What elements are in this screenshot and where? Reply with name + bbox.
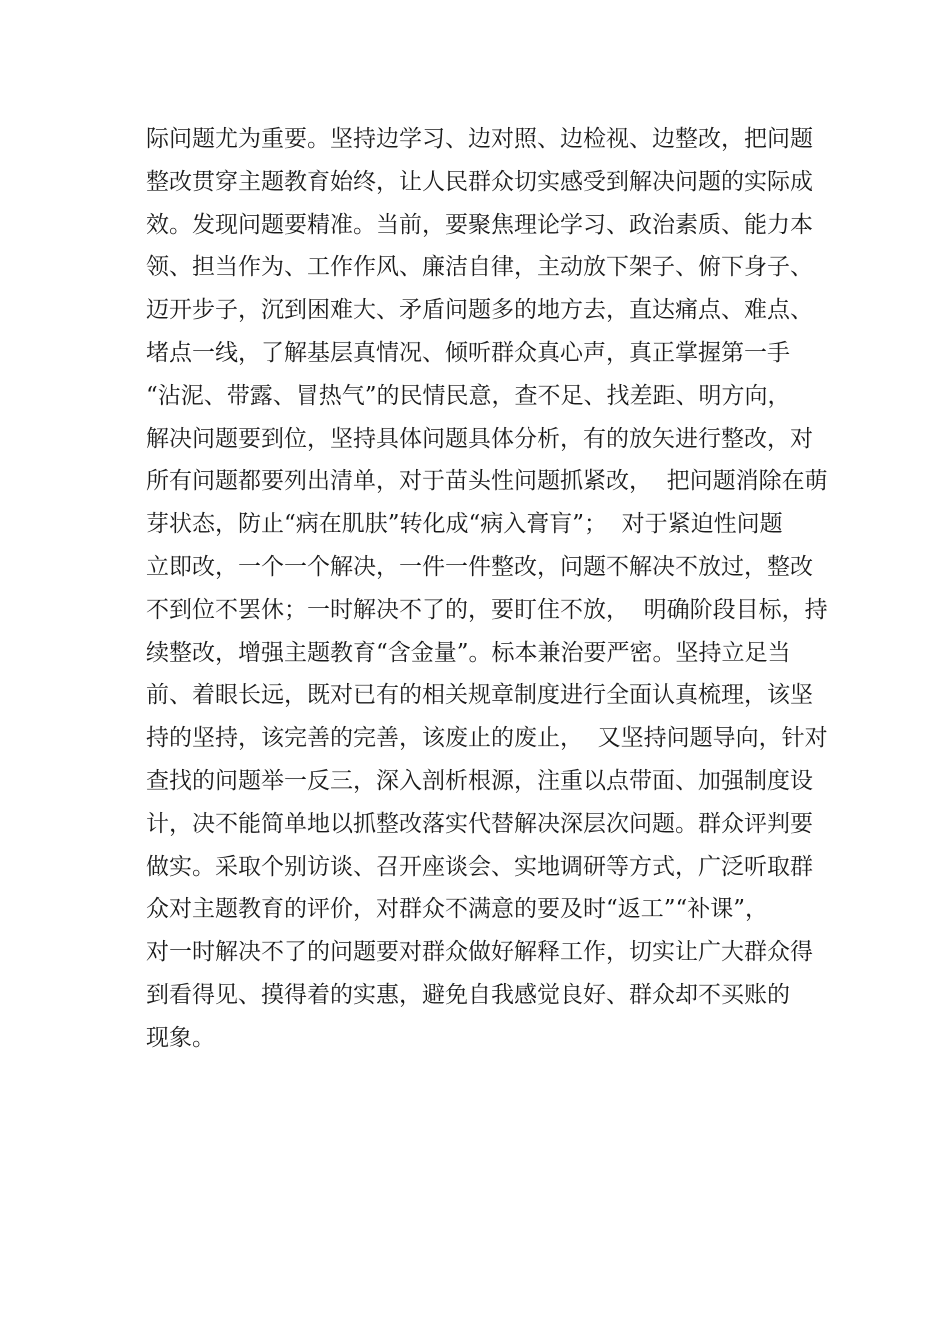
text-line: 整改贯穿主题教育始终，让人民群众切实感受到解决问题的实际成: [146, 168, 813, 195]
text-line: 堵点一线，了解基层真情况、倾听群众真心声，真正掌握第一手: [146, 339, 790, 366]
text-line: 对一时解决不了的问题要对群众做好解释工作，切实让广大群众得: [146, 939, 813, 966]
text-line: 到看得见、摸得着的实惠，避免自我感觉良好、群众却不买账的: [146, 981, 790, 1008]
text-line: 续整改，增强主题教育“含金量”。标本兼治要严密。坚持立足当: [146, 639, 791, 666]
text-line: 做实。采取个别访谈、召开座谈会、实地调研等方式，广泛听取群: [146, 853, 813, 880]
text-line: 众对主题教育的评价，对群众不满意的要及时“返工”“补课”，: [146, 896, 769, 923]
text-line: 效。发现问题要精准。当前，要聚焦理论学习、政治素质、能力本: [146, 211, 813, 238]
text-line: 领、担当作为、工作作风、廉洁自律，主动放下架子、俯下身子、: [146, 254, 813, 281]
text-line: 前、着眼长远，既对已有的相关规章制度进行全面认真梳理，该坚: [146, 682, 813, 709]
text-line: 所有问题都要列出清单，对于苗头性问题抓紧改， 把问题消除在萌: [146, 468, 828, 495]
text-line: 迈开步子，沉到困难大、矛盾问题多的地方去，直达痛点、难点、: [146, 297, 813, 324]
text-line: 计，决不能简单地以抓整改落实代替解决深层次问题。群众评判要: [146, 810, 813, 837]
text-line: 持的坚持，该完善的完善，该废止的废止， 又坚持问题导向，针对: [146, 725, 828, 752]
text-line: 查找的问题举一反三，深入剖析根源，注重以点带面、加强制度设: [146, 767, 813, 794]
body-paragraph: [146, 118, 826, 1060]
text-line: 解决问题要到位，坚持具体问题具体分析，有的放矢进行整改，对: [146, 425, 813, 452]
text-line: 现象。: [146, 1024, 215, 1051]
text-line: 不到位不罢休；一时解决不了的，要盯住不放， 明确阶段目标，持: [146, 596, 828, 623]
text-line: 芽状态，防止“病在肌肤”转化成“病入膏肓”； 对于紧迫性问题: [146, 511, 783, 538]
text-line: 际问题尤为重要。坚持边学习、边对照、边检视、边整改，把问题: [146, 126, 813, 152]
text-line: “沾泥、带露、冒热气”的民情民意，查不足、找差距、明方向，: [146, 382, 791, 409]
text-line: 立即改，一个一个解决，一件一件整改，问题不解决不放过，整改: [146, 553, 813, 580]
